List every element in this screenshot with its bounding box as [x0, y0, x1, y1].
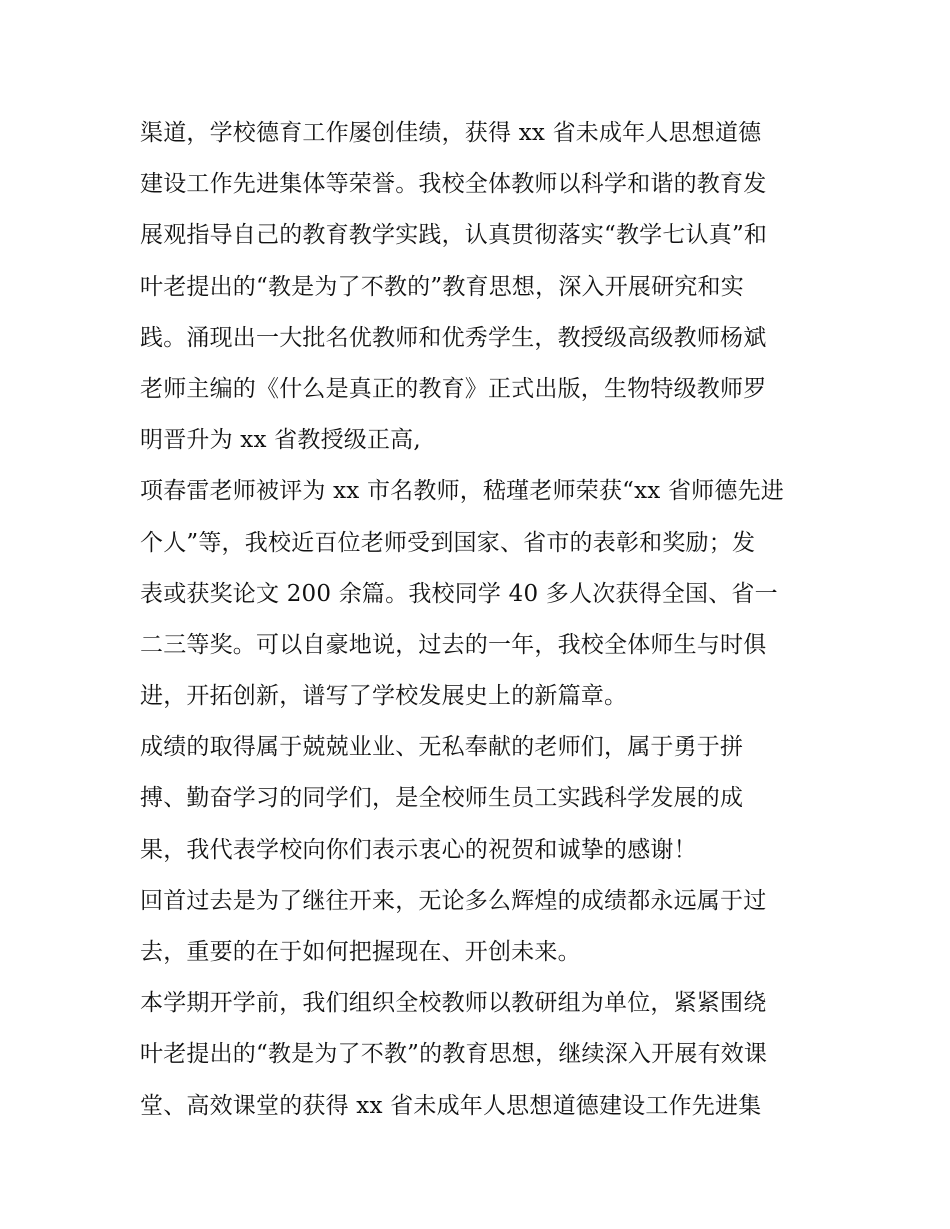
text-line-8: 项春雷老师被评为 xx 市名教师，嵇瑾老师荣获“xx 省师德先进 [140, 478, 784, 505]
text-line-10: 表或获奖论文 200 余篇。我校同学 40 多人次获得全国、省一 [140, 580, 778, 607]
text-line-12: 进，开拓创新，谱写了学校发展史上的新篇章。 [140, 683, 628, 710]
text-line-20: 堂、高效课堂的获得 xx 省未成年人思想道德建设工作先进集 [140, 1092, 762, 1119]
text-line-9: 个人”等，我校近百位老师受到国家、省市的表彰和奖励；发 [140, 529, 756, 556]
text-line-19: 叶老提出的“教是为了不教”的教育思想，继续深入开展有效课 [140, 1041, 768, 1068]
text-line-16: 回首过去是为了继往开来，无论多么辉煌的成绩都永远属于过 [140, 887, 767, 914]
text-line-13: 成绩的取得属于兢兢业业、无私奉献的老师们，属于勇于拼 [140, 734, 744, 761]
text-line-6: 老师主编的《什么是真正的教育》正式出版，生物特级教师罗 [140, 375, 767, 402]
text-line-7: 明晋升为 xx 省教授级正高, [140, 427, 421, 454]
text-line-1: 渠道，学校德育工作屡创佳绩，获得 xx 省未成年人思想道德 [140, 120, 762, 146]
text-line-2: 建设工作先进集体等荣誉。我校全体教师以科学和谐的教育发 [140, 171, 767, 198]
text-line-4: 叶老提出的“教是为了不教的”教育思想，深入开展研究和实 [140, 273, 744, 300]
text-line-3: 展观指导自己的教育教学实践，认真贯彻落实“教学七认真”和 [140, 222, 768, 249]
text-line-15: 果，我代表学校向你们表示衷心的祝贺和诚挚的感谢！ [140, 836, 697, 863]
text-line-17: 去，重要的在于如何把握现在、开创未来。 [140, 939, 581, 965]
text-line-14: 搏、勤奋学习的同学们，是全校师生员工实践科学发展的成 [140, 785, 744, 812]
text-line-11: 二三等奖。可以自豪地说，过去的一年，我校全体师生与时俱 [140, 631, 767, 658]
document-body [140, 108, 820, 1132]
text-line-18: 本学期开学前，我们组织全校教师以教研组为单位，紧紧围绕 [140, 990, 767, 1017]
text-line-5: 践。涌现出一大批名优教师和优秀学生，教授级高级教师杨斌 [140, 324, 767, 351]
